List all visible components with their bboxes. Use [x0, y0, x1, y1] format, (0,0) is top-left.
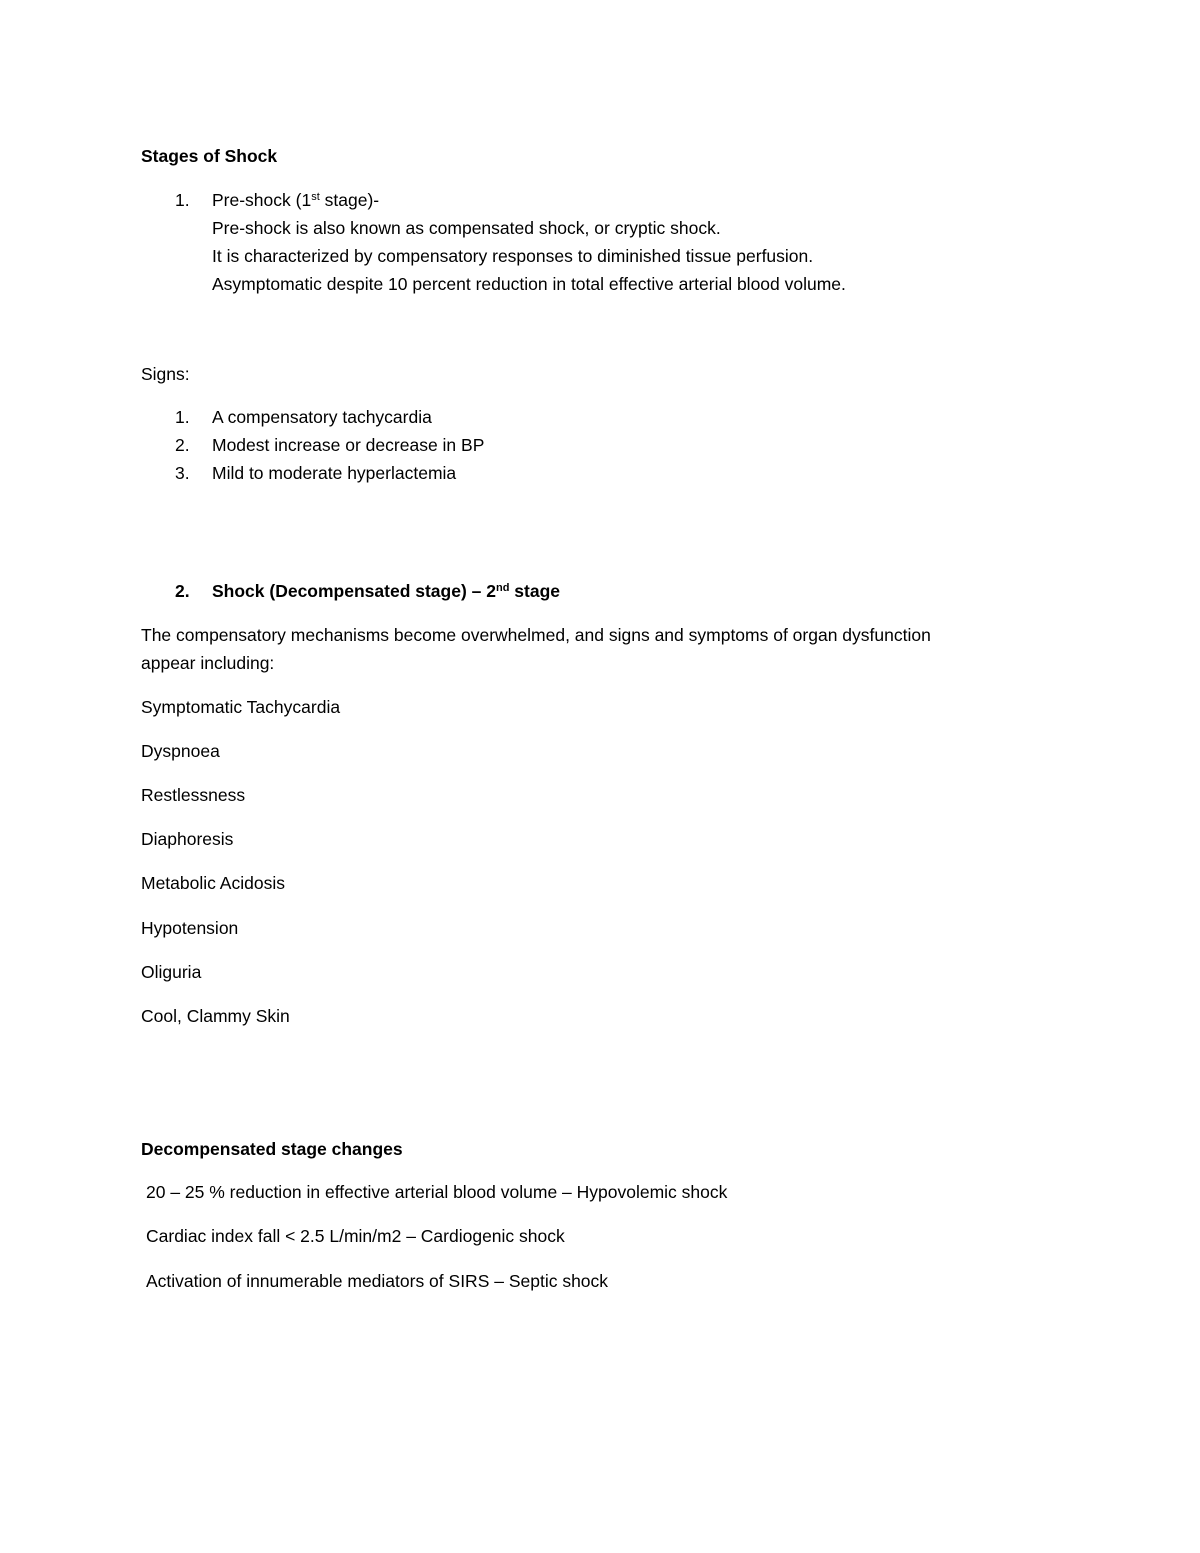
stage1-line: Pre-shock is also known as compensated shock, or cryptic shock. [212, 218, 721, 238]
stage2-heading-text: Shock (Decompensated stage) – 2 [212, 581, 496, 601]
sign-number: 1. [175, 407, 190, 427]
sign-item: Modest increase or decrease in BP [212, 435, 485, 455]
stage2-number: 2. [175, 581, 190, 601]
stage1-heading-text: Pre-shock (1 [212, 190, 312, 210]
stage1-line: Asymptomatic despite 10 percent reduction in total effective arterial blood volume. [212, 274, 846, 294]
stage1-heading-superscript: st [311, 191, 320, 203]
stage1-line: It is characterized by compensatory responses to diminished tissue perfusion. [212, 246, 814, 266]
stage2-intro-line: appear including: [141, 653, 275, 673]
stage2-heading-superscript: nd [495, 582, 510, 594]
sign-number: 3. [175, 463, 190, 483]
sign-item: A compensatory tachycardia [212, 407, 432, 427]
stage2-intro-line: The compensatory mechanisms become overwhelmed, and signs and symptoms of organ dysfunction [141, 625, 931, 645]
symptom-item: Symptomatic Tachycardia [141, 697, 341, 717]
sign-item: Mild to moderate hyperlactemia [212, 463, 457, 483]
page-title: Stages of Shock [141, 146, 278, 166]
change-item: 20 – 25 % reduction in effective arterial blood volume – Hypovolemic shock [146, 1182, 728, 1202]
changes-heading: Decompensated stage changes [141, 1139, 403, 1159]
stage1-heading-suffix: stage)- [319, 190, 380, 210]
symptom-item: Restlessness [141, 785, 246, 805]
sign-number: 2. [175, 435, 190, 455]
symptom-item: Dyspnoea [141, 741, 220, 761]
stage1-number: 1. [175, 190, 190, 210]
symptom-item: Cool, Clammy Skin [141, 1006, 290, 1026]
symptom-item: Oliguria [141, 962, 202, 982]
signs-label: Signs: [141, 364, 190, 384]
stage2-heading-suffix: stage [509, 581, 561, 601]
change-item: Activation of innumerable mediators of SIRS – Septic shock [146, 1271, 609, 1291]
symptom-item: Metabolic Acidosis [141, 873, 285, 893]
symptom-item: Diaphoresis [141, 829, 234, 849]
change-item: Cardiac index fall < 2.5 L/min/m2 – Cardiogenic shock [146, 1226, 565, 1246]
symptom-item: Hypotension [141, 918, 239, 938]
stage1-heading [212, 189, 379, 211]
stage2-heading [212, 580, 560, 602]
